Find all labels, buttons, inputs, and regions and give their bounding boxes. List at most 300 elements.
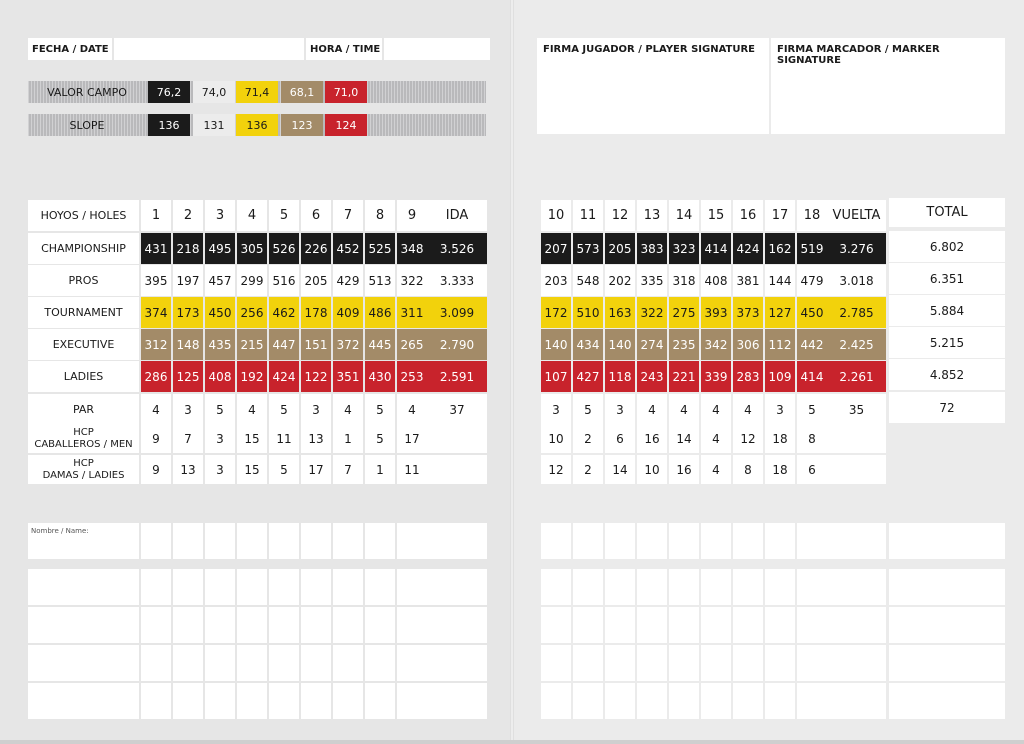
front-total-cell: 37 — [427, 394, 487, 425]
hole-number-9: 9 — [397, 200, 427, 231]
player-signature-box[interactable]: FIRMA JUGADOR / PLAYER SIGNATURE — [537, 38, 769, 134]
score-entry-cell[interactable] — [365, 645, 395, 681]
score-entry-cell[interactable] — [669, 569, 699, 605]
score-entry-cell[interactable] — [269, 607, 299, 643]
score-entry-cell[interactable] — [573, 607, 603, 643]
score-total-cell[interactable] — [889, 683, 1005, 719]
slope-label: SLOPE — [69, 118, 105, 132]
score-total-cell[interactable] — [889, 645, 1005, 681]
back-cell: 510 — [573, 297, 603, 328]
front-cell: 17 — [397, 424, 427, 453]
valor-value-1: 76,2 — [148, 81, 190, 103]
score-total-cell[interactable] — [889, 569, 1005, 605]
front-cell: 5 — [269, 455, 299, 484]
score-entry-cell[interactable] — [141, 683, 171, 719]
card-bottom-edge — [0, 740, 1024, 744]
back-cell: 2 — [573, 424, 603, 453]
front-cell: 430 — [365, 361, 395, 392]
score-entry-cell[interactable] — [365, 523, 395, 559]
back-cell: 4 — [701, 394, 731, 425]
score-entry-cell[interactable] — [701, 523, 731, 559]
score-entry-cell[interactable] — [605, 523, 635, 559]
front-cell: 5 — [205, 394, 235, 425]
front-cell: 265 — [397, 329, 427, 360]
score-ida-cell[interactable] — [427, 569, 487, 605]
grand-total-cell: 4.852 — [889, 359, 1005, 390]
score-entry-cell[interactable] — [397, 607, 427, 643]
back-cell: 450 — [797, 297, 827, 328]
row-label-7: HCP CABALLEROS / MEN — [28, 424, 139, 453]
back-cell: 373 — [733, 297, 763, 328]
back-cell: 274 — [637, 329, 667, 360]
front-cell: 178 — [301, 297, 331, 328]
back-cell: 323 — [669, 233, 699, 264]
score-entry-cell[interactable] — [237, 683, 267, 719]
front-total-cell: 2.790 — [427, 329, 487, 360]
score-entry-cell[interactable] — [173, 683, 203, 719]
front-cell: 226 — [301, 233, 331, 264]
score-name-cell[interactable] — [28, 569, 139, 605]
score-entry-cell[interactable] — [733, 523, 763, 559]
row-label-2: PROS — [28, 265, 139, 296]
front-cell: 3 — [205, 424, 235, 453]
front-cell: 4 — [141, 394, 171, 425]
back-cell: 5 — [797, 394, 827, 425]
row-label-6: PAR — [28, 394, 139, 425]
front-cell: 462 — [269, 297, 299, 328]
score-entry-cell[interactable] — [301, 569, 331, 605]
vuelta-header: VUELTA — [827, 200, 886, 231]
score-entry-cell[interactable] — [797, 569, 827, 605]
front-cell: 13 — [173, 455, 203, 484]
score-entry-cell[interactable] — [141, 645, 171, 681]
front-cell: 3 — [205, 455, 235, 484]
back-cell: 221 — [669, 361, 699, 392]
score-vuelta-cell[interactable] — [827, 523, 886, 559]
page-fold — [510, 0, 514, 744]
front-cell: 424 — [269, 361, 299, 392]
hole-number-6: 6 — [301, 200, 331, 231]
score-entry-cell[interactable] — [765, 523, 795, 559]
back-cell: 8 — [733, 455, 763, 484]
front-total-cell: 3.333 — [427, 265, 487, 296]
score-ida-cell[interactable] — [427, 523, 487, 559]
back-cell: 172 — [541, 297, 571, 328]
score-entry-cell[interactable] — [205, 683, 235, 719]
front-cell: 17 — [301, 455, 331, 484]
score-entry-cell[interactable] — [765, 645, 795, 681]
score-entry-cell[interactable] — [365, 607, 395, 643]
score-entry-cell[interactable] — [269, 645, 299, 681]
front-total-cell: 2.591 — [427, 361, 487, 392]
front-cell: 3 — [301, 394, 331, 425]
score-name-cell[interactable] — [28, 607, 139, 643]
marker-signature-box[interactable]: FIRMA MARCADOR / MARKER SIGNATURE — [771, 38, 1005, 134]
score-entry-cell[interactable] — [541, 645, 571, 681]
front-total-cell: 3.099 — [427, 297, 487, 328]
back-cell: 2 — [573, 455, 603, 484]
back-cell: 140 — [605, 329, 635, 360]
front-cell: 5 — [269, 394, 299, 425]
score-entry-cell[interactable] — [397, 523, 427, 559]
front-cell: 312 — [141, 329, 171, 360]
valor-value-2: 74,0 — [193, 81, 235, 103]
front-cell: 305 — [237, 233, 267, 264]
score-entry-cell[interactable] — [573, 569, 603, 605]
back-total-cell: 2.785 — [827, 297, 886, 328]
back-cell: 16 — [637, 424, 667, 453]
back-cell: 4 — [701, 455, 731, 484]
name-label: Nombre / Name: — [31, 527, 89, 535]
time-label: HORA / TIME — [306, 38, 382, 60]
back-cell: 162 — [765, 233, 795, 264]
front-cell: 311 — [397, 297, 427, 328]
slope-value-1: 136 — [148, 114, 190, 136]
front-cell: 452 — [333, 233, 363, 264]
hole-number-1: 1 — [141, 200, 171, 231]
back-cell: 18 — [765, 455, 795, 484]
grand-total-cell: 6.351 — [889, 263, 1005, 294]
front-cell: 215 — [237, 329, 267, 360]
score-entry-cell[interactable] — [637, 683, 667, 719]
back-cell: 3 — [605, 394, 635, 425]
front-cell: 192 — [237, 361, 267, 392]
back-cell: 16 — [669, 455, 699, 484]
score-entry-cell[interactable] — [269, 683, 299, 719]
back-cell: 4 — [637, 394, 667, 425]
score-entry-cell[interactable] — [237, 645, 267, 681]
front-cell: 525 — [365, 233, 395, 264]
score-entry-cell[interactable] — [605, 569, 635, 605]
back-cell: 118 — [605, 361, 635, 392]
hole-number-18: 18 — [797, 200, 827, 231]
score-entry-cell[interactable] — [301, 683, 331, 719]
back-cell: 434 — [573, 329, 603, 360]
front-cell: 445 — [365, 329, 395, 360]
score-entry-cell[interactable] — [237, 569, 267, 605]
front-cell: 374 — [141, 297, 171, 328]
back-cell: 10 — [637, 455, 667, 484]
score-name-cell[interactable] — [28, 645, 139, 681]
score-entry-cell[interactable] — [637, 569, 667, 605]
row-label-8: HCP DAMAS / LADIES — [28, 455, 139, 484]
score-vuelta-cell[interactable] — [827, 683, 886, 719]
back-cell: 335 — [637, 265, 667, 296]
time-field[interactable] — [384, 38, 490, 60]
grand-total-cell: 5.215 — [889, 327, 1005, 358]
back-cell: 479 — [797, 265, 827, 296]
score-entry-cell[interactable] — [733, 645, 763, 681]
score-entry-cell[interactable] — [541, 683, 571, 719]
front-cell: 447 — [269, 329, 299, 360]
valor-value-4: 68,1 — [281, 81, 323, 103]
score-entry-cell[interactable] — [333, 607, 363, 643]
front-cell: 286 — [141, 361, 171, 392]
back-cell: 205 — [605, 233, 635, 264]
score-entry-cell[interactable] — [733, 607, 763, 643]
back-cell: 5 — [573, 394, 603, 425]
front-total-cell — [427, 424, 487, 453]
hole-number-17: 17 — [765, 200, 795, 231]
front-cell: 7 — [333, 455, 363, 484]
front-cell: 351 — [333, 361, 363, 392]
score-entry-cell[interactable] — [205, 523, 235, 559]
grand-total-cell: 5.884 — [889, 295, 1005, 326]
back-cell: 140 — [541, 329, 571, 360]
score-entry-cell[interactable] — [237, 607, 267, 643]
score-entry-cell[interactable] — [333, 645, 363, 681]
score-entry-cell[interactable] — [765, 683, 795, 719]
front-cell: 322 — [397, 265, 427, 296]
score-entry-cell[interactable] — [669, 607, 699, 643]
score-entry-cell[interactable] — [397, 683, 427, 719]
ida-header: IDA — [427, 200, 487, 231]
back-cell: 275 — [669, 297, 699, 328]
front-cell: 173 — [173, 297, 203, 328]
score-entry-cell[interactable] — [605, 645, 635, 681]
back-cell: 235 — [669, 329, 699, 360]
hole-number-12: 12 — [605, 200, 635, 231]
back-cell: 10 — [541, 424, 571, 453]
back-cell: 519 — [797, 233, 827, 264]
score-entry-cell[interactable] — [605, 683, 635, 719]
score-entry-cell[interactable] — [637, 607, 667, 643]
front-cell: 348 — [397, 233, 427, 264]
back-cell: 203 — [541, 265, 571, 296]
front-cell: 5 — [365, 394, 395, 425]
front-cell: 372 — [333, 329, 363, 360]
total-header: TOTAL — [889, 198, 1005, 227]
back-cell: 6 — [797, 455, 827, 484]
row-label-1: CHAMPIONSHIP — [28, 233, 139, 264]
score-entry-cell[interactable] — [365, 683, 395, 719]
score-entry-cell[interactable] — [541, 607, 571, 643]
score-entry-cell[interactable] — [605, 607, 635, 643]
date-field[interactable] — [114, 38, 304, 60]
back-cell: 6 — [605, 424, 635, 453]
back-cell: 548 — [573, 265, 603, 296]
score-entry-cell[interactable] — [733, 569, 763, 605]
back-cell: 573 — [573, 233, 603, 264]
back-total-cell: 3.018 — [827, 265, 886, 296]
front-cell: 9 — [141, 424, 171, 453]
back-cell: 424 — [733, 233, 763, 264]
hole-number-13: 13 — [637, 200, 667, 231]
back-total-cell — [827, 455, 886, 484]
score-vuelta-cell[interactable] — [827, 569, 886, 605]
score-entry-cell[interactable] — [701, 607, 731, 643]
score-vuelta-cell[interactable] — [827, 645, 886, 681]
score-entry-cell[interactable] — [573, 523, 603, 559]
score-entry-cell[interactable] — [141, 523, 171, 559]
back-cell: 381 — [733, 265, 763, 296]
back-cell: 144 — [765, 265, 795, 296]
front-total-cell: 3.526 — [427, 233, 487, 264]
back-cell: 112 — [765, 329, 795, 360]
slope-value-3: 136 — [236, 114, 278, 136]
score-vuelta-cell[interactable] — [827, 607, 886, 643]
score-entry-cell[interactable] — [301, 645, 331, 681]
date-label: FECHA / DATE — [28, 38, 112, 60]
slope-value-4: 123 — [281, 114, 323, 136]
back-cell: 4 — [701, 424, 731, 453]
score-entry-cell[interactable] — [797, 523, 827, 559]
back-cell: 243 — [637, 361, 667, 392]
back-cell: 14 — [669, 424, 699, 453]
course-value-label: VALOR CAMPO — [47, 85, 127, 99]
score-entry-cell[interactable] — [637, 523, 667, 559]
back-cell: 322 — [637, 297, 667, 328]
score-ida-cell[interactable] — [427, 683, 487, 719]
grand-total-cell: 72 — [889, 392, 1005, 423]
slope-value-2: 131 — [193, 114, 235, 136]
score-entry-cell[interactable] — [733, 683, 763, 719]
score-entry-cell[interactable] — [765, 607, 795, 643]
hole-number-10: 10 — [541, 200, 571, 231]
front-cell: 4 — [237, 394, 267, 425]
back-cell: 107 — [541, 361, 571, 392]
score-entry-cell[interactable] — [237, 523, 267, 559]
front-cell: 516 — [269, 265, 299, 296]
back-cell: 127 — [765, 297, 795, 328]
score-entry-cell[interactable] — [173, 523, 203, 559]
back-cell: 4 — [733, 394, 763, 425]
score-entry-cell[interactable] — [269, 523, 299, 559]
score-entry-cell[interactable] — [301, 523, 331, 559]
slope-value-5: 124 — [325, 114, 367, 136]
score-entry-cell[interactable] — [333, 569, 363, 605]
front-cell: 122 — [301, 361, 331, 392]
back-cell: 163 — [605, 297, 635, 328]
score-name-cell[interactable] — [28, 683, 139, 719]
score-entry-cell[interactable] — [173, 569, 203, 605]
back-cell: 8 — [797, 424, 827, 453]
score-entry-cell[interactable] — [173, 607, 203, 643]
score-entry-cell[interactable] — [141, 569, 171, 605]
back-cell: 18 — [765, 424, 795, 453]
front-total-cell — [427, 455, 487, 484]
front-cell: 148 — [173, 329, 203, 360]
hole-number-5: 5 — [269, 200, 299, 231]
score-total-cell[interactable] — [889, 607, 1005, 643]
score-ida-cell[interactable] — [427, 607, 487, 643]
front-cell: 205 — [301, 265, 331, 296]
front-cell: 4 — [333, 394, 363, 425]
score-entry-cell[interactable] — [205, 607, 235, 643]
hole-number-7: 7 — [333, 200, 363, 231]
hole-number-14: 14 — [669, 200, 699, 231]
score-entry-cell[interactable] — [701, 645, 731, 681]
back-cell: 12 — [733, 424, 763, 453]
score-entry-cell[interactable] — [541, 523, 571, 559]
front-cell: 450 — [205, 297, 235, 328]
back-total-cell: 35 — [827, 394, 886, 425]
front-cell: 15 — [237, 455, 267, 484]
score-total-cell[interactable] — [889, 523, 1005, 559]
front-cell: 11 — [269, 424, 299, 453]
score-entry-cell[interactable] — [205, 645, 235, 681]
score-entry-cell[interactable] — [541, 569, 571, 605]
front-cell: 1 — [365, 455, 395, 484]
back-total-cell: 2.261 — [827, 361, 886, 392]
score-entry-cell[interactable] — [573, 645, 603, 681]
score-entry-cell[interactable] — [365, 569, 395, 605]
back-cell: 283 — [733, 361, 763, 392]
score-entry-cell[interactable] — [797, 645, 827, 681]
score-entry-cell[interactable] — [573, 683, 603, 719]
front-cell: 3 — [173, 394, 203, 425]
score-entry-cell[interactable] — [669, 645, 699, 681]
back-cell: 3 — [541, 394, 571, 425]
front-cell: 429 — [333, 265, 363, 296]
back-cell: 383 — [637, 233, 667, 264]
front-cell: 435 — [205, 329, 235, 360]
back-cell: 414 — [797, 361, 827, 392]
score-entry-cell[interactable] — [269, 569, 299, 605]
score-entry-cell[interactable] — [797, 607, 827, 643]
score-entry-cell[interactable] — [669, 523, 699, 559]
valor-value-3: 71,4 — [236, 81, 278, 103]
back-cell: 207 — [541, 233, 571, 264]
front-cell: 7 — [173, 424, 203, 453]
score-entry-cell[interactable] — [301, 607, 331, 643]
hole-number-3: 3 — [205, 200, 235, 231]
back-cell: 14 — [605, 455, 635, 484]
front-cell: 513 — [365, 265, 395, 296]
hole-number-8: 8 — [365, 200, 395, 231]
score-entry-cell[interactable] — [397, 569, 427, 605]
back-cell: 318 — [669, 265, 699, 296]
front-cell: 408 — [205, 361, 235, 392]
score-entry-cell[interactable] — [637, 645, 667, 681]
score-entry-cell[interactable] — [141, 607, 171, 643]
front-cell: 9 — [141, 455, 171, 484]
front-cell: 495 — [205, 233, 235, 264]
score-entry-cell[interactable] — [205, 569, 235, 605]
front-cell: 299 — [237, 265, 267, 296]
row-label-4: EXECUTIVE — [28, 329, 139, 360]
back-cell: 442 — [797, 329, 827, 360]
front-cell: 5 — [365, 424, 395, 453]
score-entry-cell[interactable] — [701, 569, 731, 605]
back-cell: 339 — [701, 361, 731, 392]
hole-number-16: 16 — [733, 200, 763, 231]
back-cell: 3 — [765, 394, 795, 425]
score-entry-cell[interactable] — [173, 645, 203, 681]
front-cell: 4 — [397, 394, 427, 425]
front-cell: 457 — [205, 265, 235, 296]
back-total-cell: 3.276 — [827, 233, 886, 264]
score-entry-cell[interactable] — [333, 683, 363, 719]
front-cell: 253 — [397, 361, 427, 392]
front-cell: 15 — [237, 424, 267, 453]
back-cell: 4 — [669, 394, 699, 425]
score-entry-cell[interactable] — [765, 569, 795, 605]
score-entry-cell[interactable] — [669, 683, 699, 719]
score-entry-cell[interactable] — [701, 683, 731, 719]
front-cell: 526 — [269, 233, 299, 264]
back-cell: 12 — [541, 455, 571, 484]
score-entry-cell[interactable] — [797, 683, 827, 719]
back-cell: 202 — [605, 265, 635, 296]
front-cell: 218 — [173, 233, 203, 264]
score-entry-cell[interactable] — [397, 645, 427, 681]
score-ida-cell[interactable] — [427, 645, 487, 681]
valor-value-5: 71,0 — [325, 81, 367, 103]
holes-header-label: HOYOS / HOLES — [28, 200, 139, 231]
back-cell: 393 — [701, 297, 731, 328]
score-entry-cell[interactable] — [333, 523, 363, 559]
